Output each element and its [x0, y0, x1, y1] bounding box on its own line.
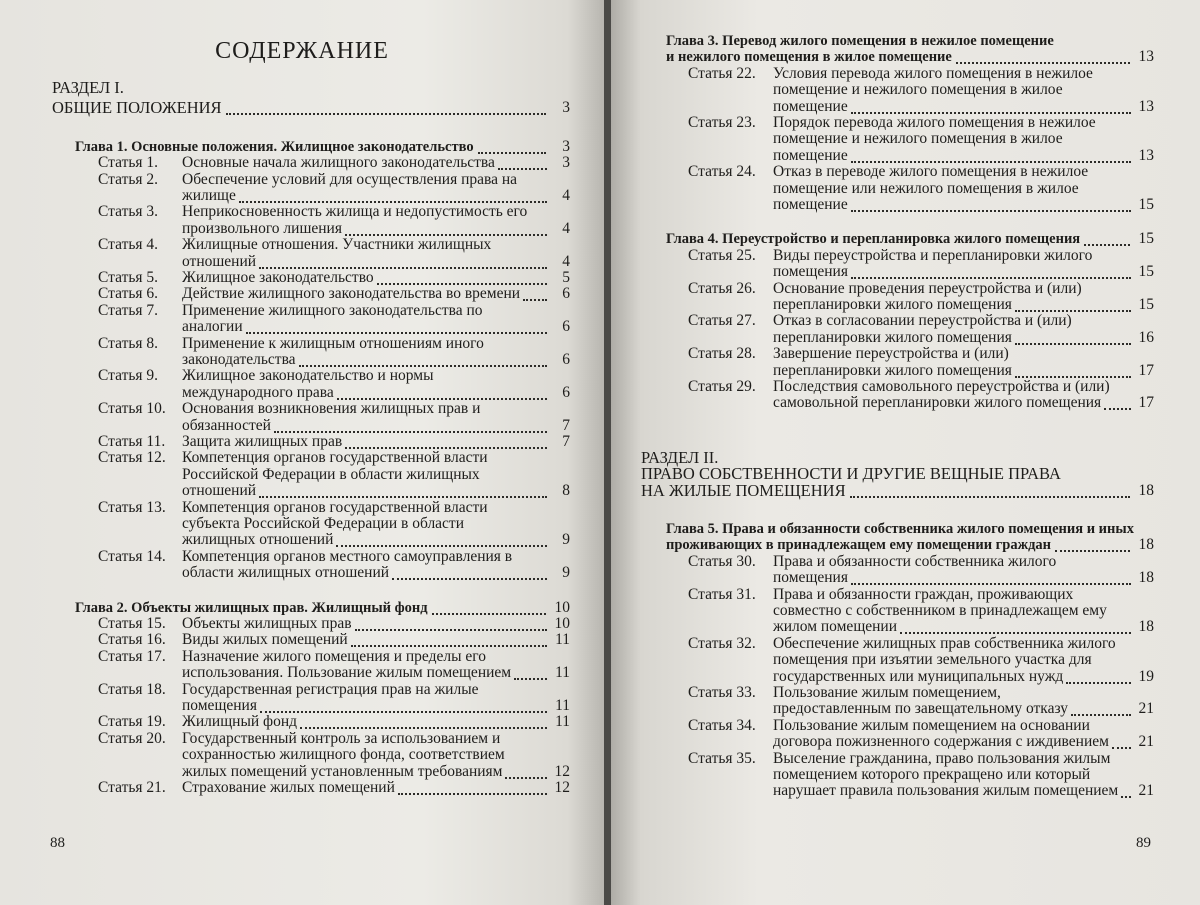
toc-page-number: 18 [1138, 536, 1154, 554]
article-title: помещение или нежилого помещения в жилое [773, 179, 1079, 197]
article-title: помещение и нежилого помещения в жилое [773, 130, 1063, 148]
dot-leader [398, 777, 547, 795]
article-title: законодательства [182, 351, 296, 368]
toc-page-number: 18 [1138, 481, 1154, 499]
article-title: помещение и нежилого помещения в жилое [773, 81, 1063, 99]
article-title: Пользование жилым помещением, [773, 684, 1001, 701]
article-title: Обеспечение жилищных прав собственника жилого [773, 634, 1116, 652]
article-title: государственных или муниципальных нужд [773, 667, 1064, 685]
article-title: отношений [182, 252, 257, 270]
toc-page-number: 4 [562, 252, 570, 270]
dot-leader [514, 662, 547, 680]
article-title: Компетенция органов государственной власти [182, 498, 488, 516]
article-title: Основание проведения переустройства и (или) [773, 279, 1082, 297]
chapter-heading: и нежилого помещения в жилое помещение [666, 49, 952, 66]
page-number-left: 88 [50, 835, 65, 851]
article-title: помещения [773, 569, 848, 587]
dot-leader [337, 382, 547, 400]
article-number: Статья 12. [98, 449, 166, 467]
article-title: жилищных отношений [182, 531, 334, 549]
article-title: Действие жилищного законодательства во времени [182, 285, 521, 303]
article-number: Статья 25. [688, 246, 756, 264]
article-title: нарушает правила пользования жилым помещением [773, 782, 1119, 800]
section-heading: РАЗДЕЛ II. [641, 447, 719, 467]
dot-leader [900, 616, 1131, 634]
article-number: Статья 5. [98, 269, 159, 286]
toc-page-number: 15 [1138, 196, 1154, 213]
article-number: Статья 9. [98, 367, 159, 385]
article-title: Основания возникновения жилищных прав и [182, 400, 481, 418]
dot-leader [1104, 392, 1131, 410]
chapter-heading: Глава 3. Перевод жилого помещения в нежилое помещение [666, 33, 1054, 49]
chapter-heading: Глава 2. Объекты жилищных прав. Жилищный фонд [75, 599, 428, 616]
article-number: Статья 21. [98, 779, 166, 796]
toc-page-number: 6 [562, 285, 570, 303]
toc-page-number: 10 [554, 598, 570, 616]
article-title: Пользование жилым помещением на основании [773, 716, 1090, 734]
dot-leader [351, 629, 547, 647]
toc-page-number: 9 [562, 564, 570, 582]
dot-leader [505, 761, 547, 779]
article-number: Статья 17. [98, 647, 166, 665]
article-title: Объекты жилищных прав [182, 615, 352, 632]
article-number: Статья 19. [98, 713, 166, 731]
article-title: Жилищный фонд [182, 713, 298, 731]
article-title: сохранностью жилищного фонда, соответствием [182, 746, 505, 764]
article-title: помещение [773, 146, 848, 164]
section-heading: ОБЩИЕ ПОЛОЖЕНИЯ [52, 98, 222, 118]
dot-leader [274, 415, 547, 433]
article-title: помещения [182, 697, 257, 714]
dot-leader [1015, 294, 1131, 312]
dot-leader [300, 711, 547, 729]
article-title: Условия перевода жилого помещения в нежилое [773, 64, 1093, 82]
toc-page-number: 13 [1138, 146, 1154, 164]
article-title: Жилищные отношения. Участники жилищных [182, 236, 492, 254]
dot-leader [851, 96, 1131, 114]
article-title: Государственный контроль за использованием и [182, 729, 501, 747]
dot-leader [259, 480, 547, 498]
article-number: Статья 10. [98, 400, 166, 418]
toc-page-number: 11 [555, 697, 570, 714]
toc-page-number: 6 [562, 383, 570, 401]
article-title: жилых помещений установленным требованиям [182, 762, 503, 780]
article-title: международного права [182, 383, 334, 401]
article-title: перепланировки жилого помещения [773, 361, 1012, 379]
article-number: Статья 1. [98, 154, 159, 172]
dot-leader [1015, 327, 1131, 345]
article-number: Статья 6. [98, 285, 159, 303]
article-title: Компетенция органов местного самоуправления в [182, 547, 513, 565]
toc-page-number: 3 [562, 137, 570, 155]
dot-leader [260, 695, 547, 713]
article-number: Статья 29. [688, 378, 756, 395]
article-title: Отказ в переводе жилого помещения в нежилое [773, 163, 1089, 181]
toc-page-number: 12 [554, 779, 570, 796]
toc-page-number: 11 [555, 713, 570, 731]
dot-leader [377, 267, 547, 285]
article-number: Статья 18. [98, 680, 166, 698]
article-number: Статья 26. [688, 279, 756, 297]
article-title: перепланировки жилого помещения [773, 296, 1012, 313]
toc-page-number: 3 [562, 154, 570, 172]
article-number: Статья 20. [98, 729, 166, 747]
toc-page-number: 3 [562, 99, 570, 117]
toc-page-number: 6 [562, 318, 570, 336]
toc-page-number: 17 [1138, 361, 1154, 379]
article-number: Статья 24. [688, 163, 756, 181]
toc-page-number: 4 [562, 219, 570, 237]
dot-leader [239, 185, 547, 203]
dot-leader [345, 431, 547, 449]
right-toc [611, 0, 1200, 905]
article-title: отношений [182, 482, 257, 500]
chapter-heading: Глава 5. Права и обязанности собственника жилого помещения и иных [666, 521, 1134, 537]
article-title: Компетенция органов государственной власти [182, 449, 488, 467]
toc-page-number: 21 [1138, 700, 1154, 718]
article-title: использования. Пользование жилым помещением [182, 664, 512, 682]
article-title: жилом помещении [773, 618, 898, 636]
article-title: Жилищное законодательство и нормы [182, 367, 434, 385]
article-title: Отказ в согласовании переустройства и (или) [773, 312, 1072, 330]
article-number: Статья 31. [688, 585, 756, 603]
article-number: Статья 22. [688, 64, 756, 82]
toc-page-number: 7 [562, 416, 570, 434]
toc-page-number: 18 [1138, 569, 1154, 587]
article-title: Страхование жилых помещений [182, 779, 395, 796]
dot-leader [299, 349, 547, 367]
toc-page-number: 21 [1138, 733, 1154, 751]
contents-title: СОДЕРЖАНИЕ [215, 38, 389, 64]
toc-page-number: 13 [1138, 97, 1154, 115]
article-title: Последствия самовольного переустройства и (или) [773, 378, 1110, 395]
right-page [611, 0, 1200, 905]
article-number: Статья 28. [688, 345, 756, 363]
dot-leader [226, 97, 546, 115]
dot-leader [1121, 780, 1131, 798]
article-title: помещение [773, 97, 848, 115]
dot-leader [355, 613, 547, 631]
section-heading: РАЗДЕЛ I. [52, 78, 124, 97]
toc-page-number: 16 [1138, 328, 1154, 346]
article-number: Статья 33. [688, 684, 756, 701]
toc-page-number: 11 [555, 664, 570, 682]
chapter-heading: Глава 1. Основные положения. Жилищное законодательство [75, 138, 474, 155]
article-title: аналогии [182, 318, 243, 336]
article-number: Статья 35. [688, 749, 756, 767]
article-title: Защита жилищных прав [182, 433, 343, 450]
dot-leader [246, 316, 547, 334]
dot-leader [392, 562, 547, 580]
toc-page-number: 15 [1138, 230, 1154, 248]
dot-leader [432, 597, 546, 615]
article-title: помещение [773, 196, 848, 213]
article-title: помещением которого прекращено или который [773, 766, 1091, 783]
article-title: помещения при изъятии земельного участка для [773, 651, 1092, 669]
page-number-right: 89 [1136, 835, 1151, 851]
toc-page-number: 10 [554, 615, 570, 632]
article-title: Российской Федерации в области жилищных [182, 465, 480, 483]
dot-leader [851, 145, 1131, 163]
toc-page-number: 21 [1138, 782, 1154, 800]
dot-leader [956, 46, 1130, 64]
dot-leader [259, 251, 547, 269]
dot-leader [523, 283, 547, 301]
toc-page-number: 4 [562, 187, 570, 204]
toc-page-number: 9 [562, 531, 570, 549]
article-title: Выселение гражданина, право пользования жилым [773, 749, 1111, 767]
article-title: Завершение переустройства и (или) [773, 345, 1009, 363]
article-title: самовольной перепланировки жилого помещения [773, 394, 1102, 412]
toc-page-number: 8 [562, 482, 570, 500]
article-title: Права и обязанности граждан, проживающих [773, 585, 1074, 603]
article-title: области жилищных отношений [182, 564, 390, 582]
article-title: Виды переустройства и перепланировки жилого [773, 246, 1093, 264]
article-title: предоставленным по завещательному отказу [773, 700, 1069, 718]
chapter-heading: Глава 4. Переустройство и перепланировка жилого помещения [666, 231, 1081, 248]
article-title: договора пожизненного содержания с иждивением [773, 733, 1109, 751]
article-number: Статья 15. [98, 615, 166, 632]
article-number: Статья 23. [688, 114, 756, 131]
dot-leader [851, 194, 1131, 212]
dot-leader [1066, 666, 1131, 684]
article-title: Неприкосновенность жилища и недопустимость его [182, 203, 528, 221]
article-title: Государственная регистрация прав на жилые [182, 680, 479, 698]
article-title: Порядок перевода жилого помещения в нежилое [773, 114, 1096, 131]
dot-leader [851, 567, 1131, 585]
article-number: Статья 14. [98, 547, 166, 565]
article-number: Статья 8. [98, 334, 159, 352]
article-number: Статья 2. [98, 170, 159, 188]
dot-leader [345, 218, 547, 236]
toc-page-number: 12 [554, 762, 570, 780]
article-number: Статья 30. [688, 552, 756, 570]
article-number: Статья 32. [688, 634, 756, 652]
dot-leader [478, 136, 546, 154]
article-title: помещения [773, 263, 848, 281]
article-title: Обеспечение условий для осуществления права на [182, 170, 518, 188]
article-number: Статья 11. [98, 433, 166, 450]
toc-page-number: 6 [562, 351, 570, 368]
article-title: Жилищное законодательство [182, 269, 374, 286]
toc-page-number: 19 [1138, 667, 1154, 685]
dot-leader [1055, 534, 1130, 552]
toc-page-number: 13 [1138, 48, 1154, 66]
chapter-heading: проживающих в принадлежащем ему помещении граждан [666, 537, 1052, 554]
dot-leader [851, 261, 1131, 279]
dot-leader [498, 152, 547, 170]
article-number: Статья 7. [98, 301, 159, 319]
dot-leader [1084, 228, 1130, 246]
toc-page-number: 5 [562, 269, 570, 286]
toc-page-number: 15 [1138, 296, 1154, 313]
article-number: Статья 13. [98, 498, 166, 516]
toc-page-number: 18 [1138, 618, 1154, 636]
article-title: перепланировки жилого помещения [773, 328, 1012, 346]
article-title: Применение жилищного законодательства по [182, 301, 483, 319]
article-number: Статья 34. [688, 716, 756, 734]
toc-page-number: 11 [555, 631, 570, 649]
toc-page-number: 17 [1138, 394, 1154, 412]
article-title: субъекта Российской Федерации в области [182, 515, 465, 532]
article-title: Виды жилых помещений [182, 631, 348, 649]
article-title: совместно с собственником в принадлежащем ему [773, 602, 1107, 619]
toc-page-number: 7 [562, 433, 570, 450]
section-heading: ПРАВО СОБСТВЕННОСТИ И ДРУГИЕ ВЕЩНЫЕ ПРАВА [641, 464, 1061, 484]
article-title: Основные начала жилищного законодательства [182, 154, 495, 172]
dot-leader [1015, 360, 1131, 378]
dot-leader [1071, 698, 1131, 716]
article-number: Статья 16. [98, 631, 166, 649]
book-gutter [604, 0, 611, 905]
article-number: Статья 4. [98, 236, 159, 254]
dot-leader [1112, 731, 1131, 749]
article-number: Статья 27. [688, 312, 756, 330]
article-title: Применение к жилищным отношениям иного [182, 334, 484, 352]
dot-leader [336, 529, 547, 547]
dot-leader [850, 480, 1130, 498]
article-title: Назначение жилого помещения и пределы его [182, 647, 486, 665]
article-title: Права и обязанности собственника жилого [773, 552, 1057, 570]
article-number: Статья 3. [98, 203, 159, 221]
article-title: произвольного лишения [182, 219, 342, 237]
article-title: обязанностей [182, 416, 271, 434]
article-title: жилище [182, 187, 236, 204]
toc-page-number: 15 [1138, 263, 1154, 281]
section-heading: НА ЖИЛЫЕ ПОМЕЩЕНИЯ [641, 480, 846, 500]
